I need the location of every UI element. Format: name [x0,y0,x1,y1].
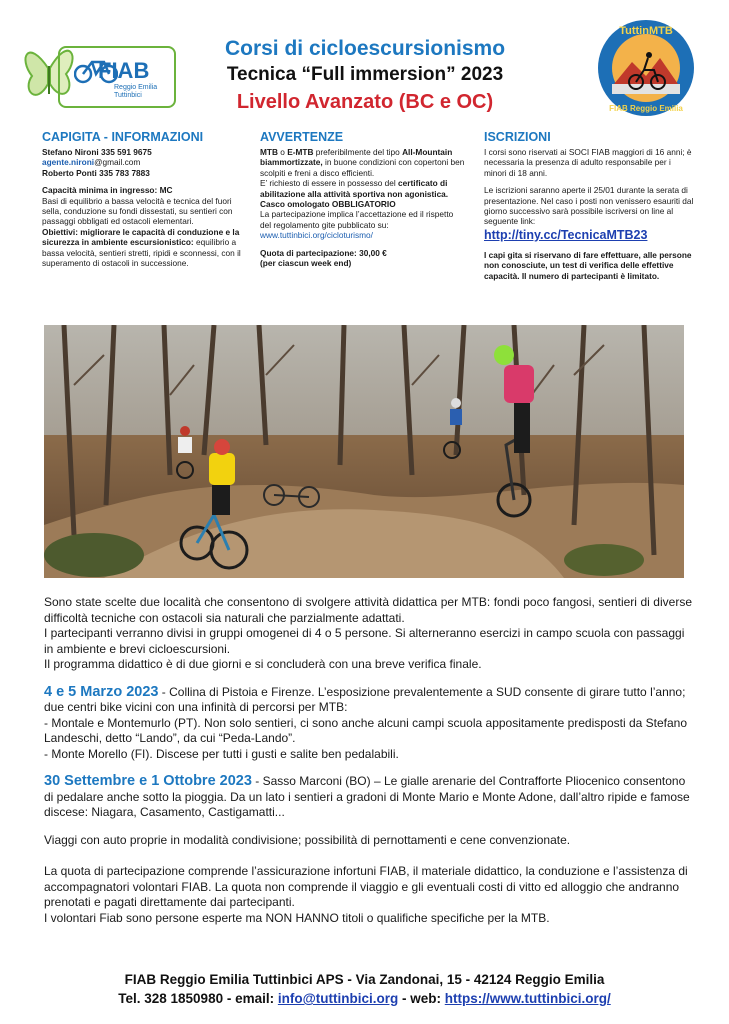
or-text: o [277,147,288,157]
email-domain[interactable]: @gmail.com [94,157,141,168]
tuttinmtb-logo [596,18,696,118]
fee-line2: (per ciascun week end) [260,258,352,269]
fiab-logo [18,28,178,108]
logo-sub1: Reggio Emilia [114,84,158,91]
signup-text2: Le iscrizioni saranno aperte il 25/01 durante la serata di presentazione. Nel caso i posti non venissero esauriti dal giorno successivo sarà possibile iscriversi on line al seguente link: [484,185,694,227]
date2-section [44,774,692,821]
signup-heading: ISCRIZIONI [484,130,551,144]
contact-email[interactable] [42,157,242,167]
pref-text: preferibilmente del tipo [313,147,403,157]
info-heading: CAPIGITA - INFORMAZIONI [42,130,204,144]
allmountain-label: All-Mountain biammortizzate, [260,147,453,168]
signup-note: I capi gita si riservano di fare effettuare, alle persone non conosciute, un test di verifica delle effettive capacità. Il numero di partecipanti è limitato. [484,249,692,281]
rules-link[interactable]: www.tuttinbici.org/cicloturismo/ [260,230,373,241]
cert-pre: E’ richiesto di essere in possesso del [260,178,399,189]
footer-contacts [0,989,729,1008]
logo-sub2: Tuttinbici [114,92,142,99]
intro-paragraph: Sono state scelte due località che consentono di svolgere attività didattica per MTB: fondi poco fangosi, sentieri di diverse difficoltà tecniche con ostacoli sia naturali che parzialmente adattati. [44,595,692,625]
tuttinmtb-badge-icon [596,18,696,118]
warnings-heading: AVVERTENZE [260,130,344,144]
mtb-label: MTB [260,147,278,157]
emtb-label: E-MTB [287,147,314,157]
fee-line1: Quota di partecipazione: 30,00 € [260,247,387,258]
bike-requirements [260,147,465,178]
warnings-column [260,130,465,268]
accept-text: La partecipazione implica l’accettazione ed il rispetto del regolamento gite pubblicato su: [260,209,454,230]
footer-web-label: - web: [398,991,445,1006]
helmet-note: Casco omologato OBBLIGATORIO [260,199,396,210]
goals [42,227,242,269]
date1-section [44,685,692,716]
date1-text: - Collina di Pistoia e Firenze. L’esposizione prevalentemente a SUD consente di girare tutto l’anno; due centri bike vicini con una infinità di percorsi per MTB: [44,684,686,714]
badge-bottom-text: FIAB Reggio Emilia [609,104,683,113]
goals-text: equilibrio a bassa velocità, sentieri stretti, ripidi e sconnessi, con il superamento di ostacoli in successione. [42,237,241,269]
header [0,0,729,125]
logo-fiab-text: FIAB [98,58,150,83]
footer-address: FIAB Reggio Emilia Tuttinbici APS - Via Zandonai, 15 - 42124 Reggio Emilia [124,972,605,987]
date1-item1: - Montale e Montemurlo (PT). Non solo sentieri, ci sono anche alcuni campi scuola appositamente predisposti da Stefano Landeschi, detto “Lando”, da cui “Peda-Lando”. [44,715,688,745]
program-paragraph: Il programma didattico è di due giorni e si concluderà con una breve verifica finale. [44,657,482,671]
groups-paragraph: I partecipanti verranno divisi in gruppi omogenei di 4 o 5 persone. Si alterneranno esercizi in campo scuola con passaggi in ambiente e brevi cicloescursioni. [44,626,685,656]
volunteers-paragraph: I volontari Fiab sono persone esperte ma NON HANNO titoli o qualifiche specifiche per la MTB. [44,910,550,925]
badge-top-text: TuttinMTB [619,25,673,37]
capacity-label: Capacità minima in ingresso: MC [42,185,173,196]
date2-title: 30 Settembre e 1 Ottobre 2023 [44,773,252,789]
date1-title: 4 e 5 Marzo 2023 [44,683,159,700]
goals-label: Obiettivi: migliorare le capacità di conduzione e la sicurezza in ambiente escursionistico: [42,226,240,248]
travel-paragraph: Viaggi con auto proprie in modalità condivisione; possibilità di pernottamenti e cene convenzionate. [44,832,571,847]
footer [0,970,729,1008]
footer-email-link[interactable]: info@tuttinbici.org [277,991,399,1006]
bike-rest-text: in buone condizioni con copertoni ben scolpiti e freni a disco efficienti. [260,157,465,178]
capacity-text: Basi di equilibrio a bassa velocità e tecnica del fuori sella, conduzione su fondi dissestati, su sentieri con passaggi obbligati ed ostacoli elementari. [42,195,233,227]
contact-1: Stefano Nironi 335 591 9675 [42,147,152,157]
cert-bold: certificato di abilitazione alla attività sportiva non agonistica. [260,178,449,199]
title-block [190,36,540,116]
signup-link[interactable]: http://tiny.cc/TecnicaMTB23 [484,227,648,242]
mtb-photo [44,325,684,578]
email-user[interactable]: agente.nironi [42,157,95,168]
certificate [260,178,465,199]
body-text [44,595,692,926]
footer-tel: Tel. 328 1850980 - email: [118,991,278,1006]
date2-text: - Sasso Marconi (BO) – Le gialle arenarie del Contrafforte Pliocenico consentono di pedalare anche sotto la pioggia. Da un lato i sentieri a gradoni di Monte Mario e Monte Adone, dall’altro ripide e famose discese: Niagara, Casamento, Castigamatti... [44,774,690,819]
info-columns [42,130,692,320]
page-subtitle: Tecnica “Full immersion” 2023 [226,64,504,85]
info-column [42,130,242,268]
forest-trail-illustration [44,325,684,578]
signup-text1: I corsi sono riservati ai SOCI FIAB maggiori di 16 anni; è necessaria la presenza di adulto responsabile per i minori di 18 anni. [484,147,692,178]
level-title: Livello Avanzato (BC e OC) [236,91,494,113]
footer-web-link[interactable]: https://www.tuttinbici.org/ [444,991,611,1006]
contact-2: Roberto Ponti 335 783 7883 [42,167,150,178]
fee-paragraph: La quota di partecipazione comprende l’assicurazione infortuni FIAB, il materiale didattico, la conduzione e l’assistenza di accompagnatori volontari FIAB. La quota non comprende il viaggio e gli eventuali costi di vitto ed alloggio che andranno prenotati e pagati direttamente dai partecipanti. [44,864,688,909]
signup-column [484,130,694,281]
date1-item2: - Monte Morello (FI). Discese per tutti i gusti e salite ben pedalabili. [44,746,399,761]
page-title: Corsi di cicloescursionismo [224,37,506,60]
